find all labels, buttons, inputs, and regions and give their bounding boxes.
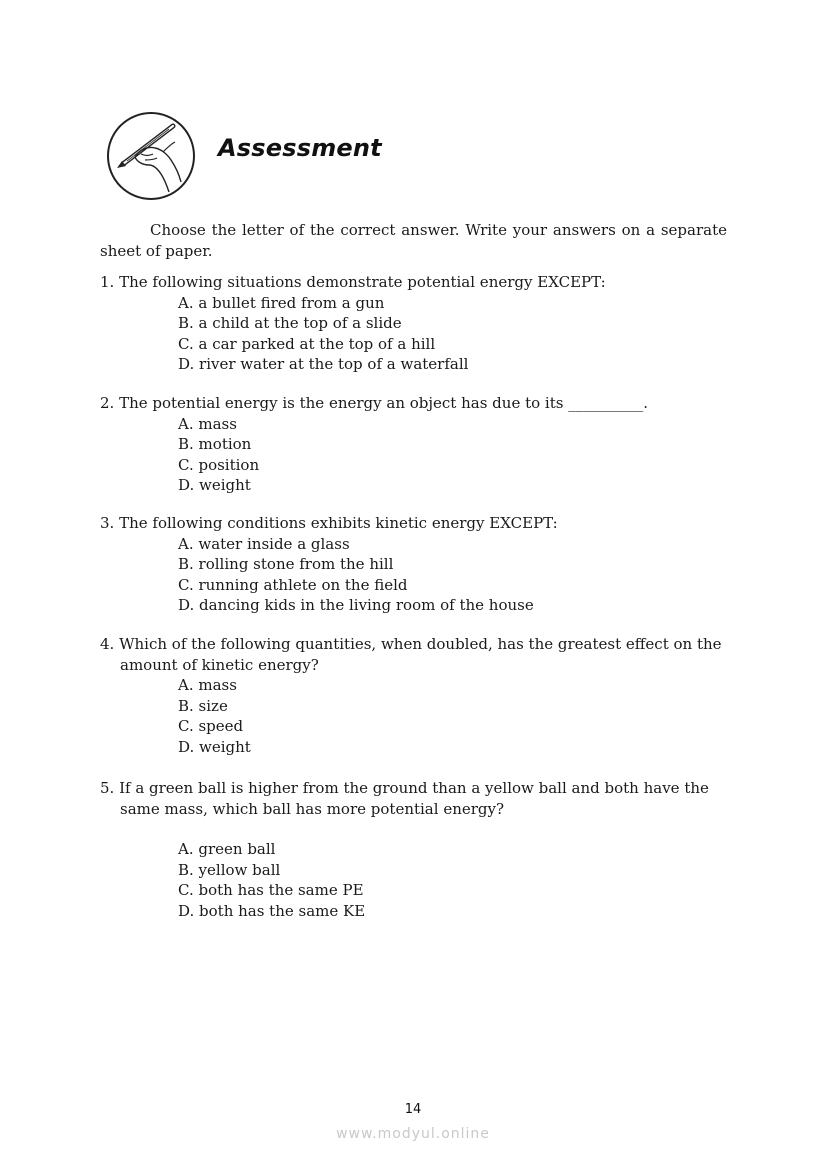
question-text: 3. The following conditions exhibits kinetic energy EXCEPT: (100, 514, 558, 532)
option-list (178, 675, 727, 757)
option-b: B. motion (178, 435, 252, 453)
question-text: 2. The potential energy is the energy an object has due to its __________. (100, 394, 648, 412)
option-d: D. dancing kids in the living room of the house (178, 596, 534, 614)
option-b: B. rolling stone from the hill (178, 555, 394, 573)
question-1 (100, 272, 727, 375)
question-4 (100, 634, 727, 757)
question-text: 5. If a green ball is higher from the ground than a yellow ball and both have the same mass, which ball has more potential energy? (100, 779, 709, 818)
option-d: D. weight (178, 476, 251, 494)
question-text: 1. The following situations demonstrate potential energy EXCEPT: (100, 273, 606, 291)
header (105, 110, 197, 202)
question-text: 4. Which of the following quantities, when doubled, has the greatest effect on the amount of kinetic energy? (100, 635, 722, 674)
page-title: Assessment (218, 134, 382, 162)
option-list (178, 534, 727, 616)
page-number: 14 (404, 1102, 422, 1117)
option-d: D. river water at the top of a waterfall (178, 355, 469, 373)
question-3 (100, 513, 727, 616)
option-b: B. a child at the top of a slide (178, 314, 402, 332)
option-d: D. weight (178, 737, 251, 756)
watermark: www.modyul.online (336, 1126, 490, 1142)
option-d: D. both has the same KE (178, 901, 366, 920)
option-list (178, 839, 727, 921)
option-c: C. running athlete on the field (178, 575, 408, 594)
option-b: B. yellow ball (178, 860, 281, 879)
option-list (178, 293, 727, 375)
option-c: C. both has the same PE (178, 881, 364, 899)
option-c: C. a car parked at the top of a hill (178, 334, 436, 353)
option-list (178, 414, 727, 496)
hand-writing-icon (105, 110, 197, 202)
instructions: Choose the letter of the correct answer. Write your answers on a separate sheet of paper. (100, 221, 727, 260)
option-a: A. mass (178, 414, 237, 433)
option-c: C. position (178, 455, 260, 474)
option-b: B. size (178, 696, 228, 715)
option-a: A. water inside a glass (178, 534, 350, 553)
option-c: C. speed (178, 717, 244, 735)
question-5 (100, 778, 727, 921)
option-a: A. mass (178, 676, 237, 694)
option-a: A. green ball (178, 840, 276, 858)
option-a: A. a bullet fired from a gun (178, 293, 385, 312)
question-2 (100, 393, 727, 496)
